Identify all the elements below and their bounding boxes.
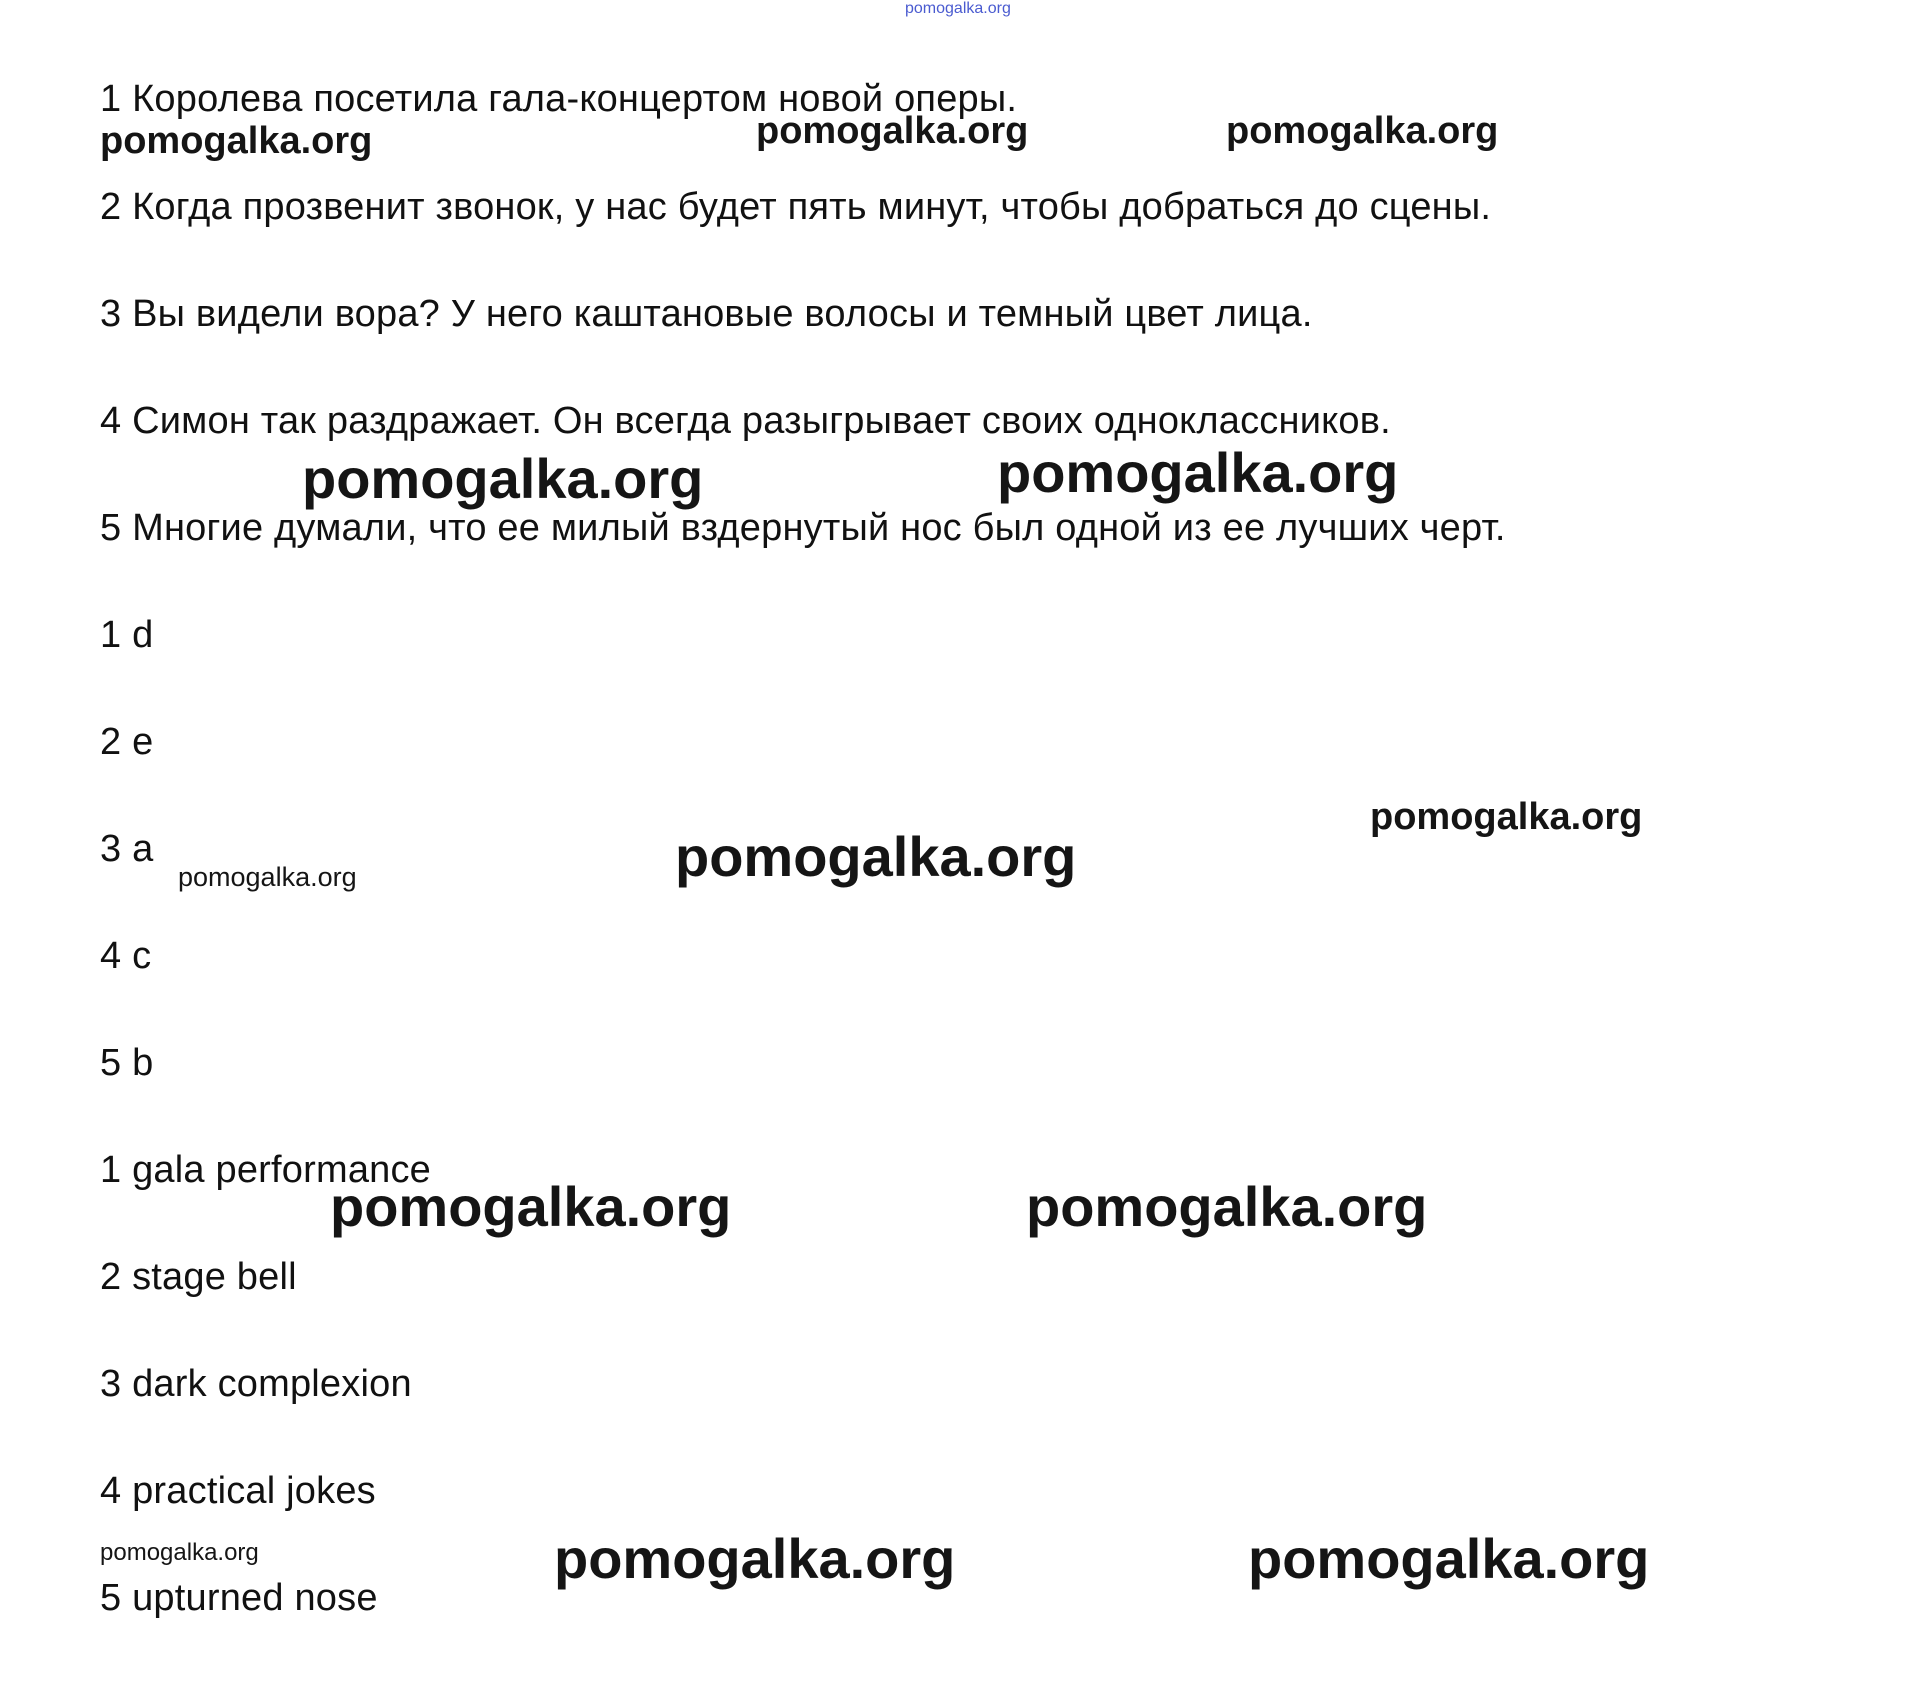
watermark-13: pomogalka.org bbox=[1248, 1527, 1650, 1590]
watermark-top: pomogalka.org bbox=[905, 0, 1011, 17]
watermark-5: pomogalka.org bbox=[997, 441, 1399, 504]
match-4: 4 c bbox=[100, 935, 152, 977]
match-1: 1 d bbox=[100, 614, 154, 656]
phrase-5: 5 upturned nose bbox=[100, 1577, 378, 1619]
watermark-3: pomogalka.org bbox=[1226, 110, 1499, 152]
sentence-2: 2 Когда прозвенит звонок, у нас будет пять минут, чтобы добраться до сцены. bbox=[100, 186, 1492, 228]
sentence-3: 3 Вы видели вора? У него каштановые волосы и темный цвет лица. bbox=[100, 293, 1313, 335]
match-5: 5 b bbox=[100, 1042, 154, 1084]
watermark-12: pomogalka.org bbox=[554, 1527, 956, 1590]
sentence-4: 4 Симон так раздражает. Он всегда разыгрывает своих одноклассников. bbox=[100, 400, 1391, 442]
sentence-5: 5 Многие думали, что ее милый вздернутый нос был одной из ее лучших черт. bbox=[100, 507, 1506, 549]
watermark-11: pomogalka.org bbox=[100, 1539, 259, 1566]
watermark-10: pomogalka.org bbox=[1026, 1175, 1428, 1238]
watermark-8: pomogalka.org bbox=[178, 862, 357, 892]
watermark-2: pomogalka.org bbox=[756, 110, 1029, 152]
match-3: 3 a bbox=[100, 828, 154, 870]
sentence-1: 1 Королева посетила гала-концертом новой оперы. bbox=[100, 78, 1018, 120]
phrase-1: 1 gala performance bbox=[100, 1149, 432, 1191]
watermark-7: pomogalka.org bbox=[675, 825, 1077, 888]
phrase-4: 4 practical jokes bbox=[100, 1470, 376, 1512]
watermark-1: pomogalka.org bbox=[100, 120, 373, 162]
phrase-2: 2 stage bell bbox=[100, 1256, 297, 1298]
watermark-9: pomogalka.org bbox=[330, 1175, 732, 1238]
watermark-6: pomogalka.org bbox=[1370, 796, 1643, 838]
watermark-4: pomogalka.org bbox=[302, 447, 704, 510]
match-2: 2 e bbox=[100, 721, 154, 763]
phrase-3: 3 dark complexion bbox=[100, 1363, 412, 1405]
